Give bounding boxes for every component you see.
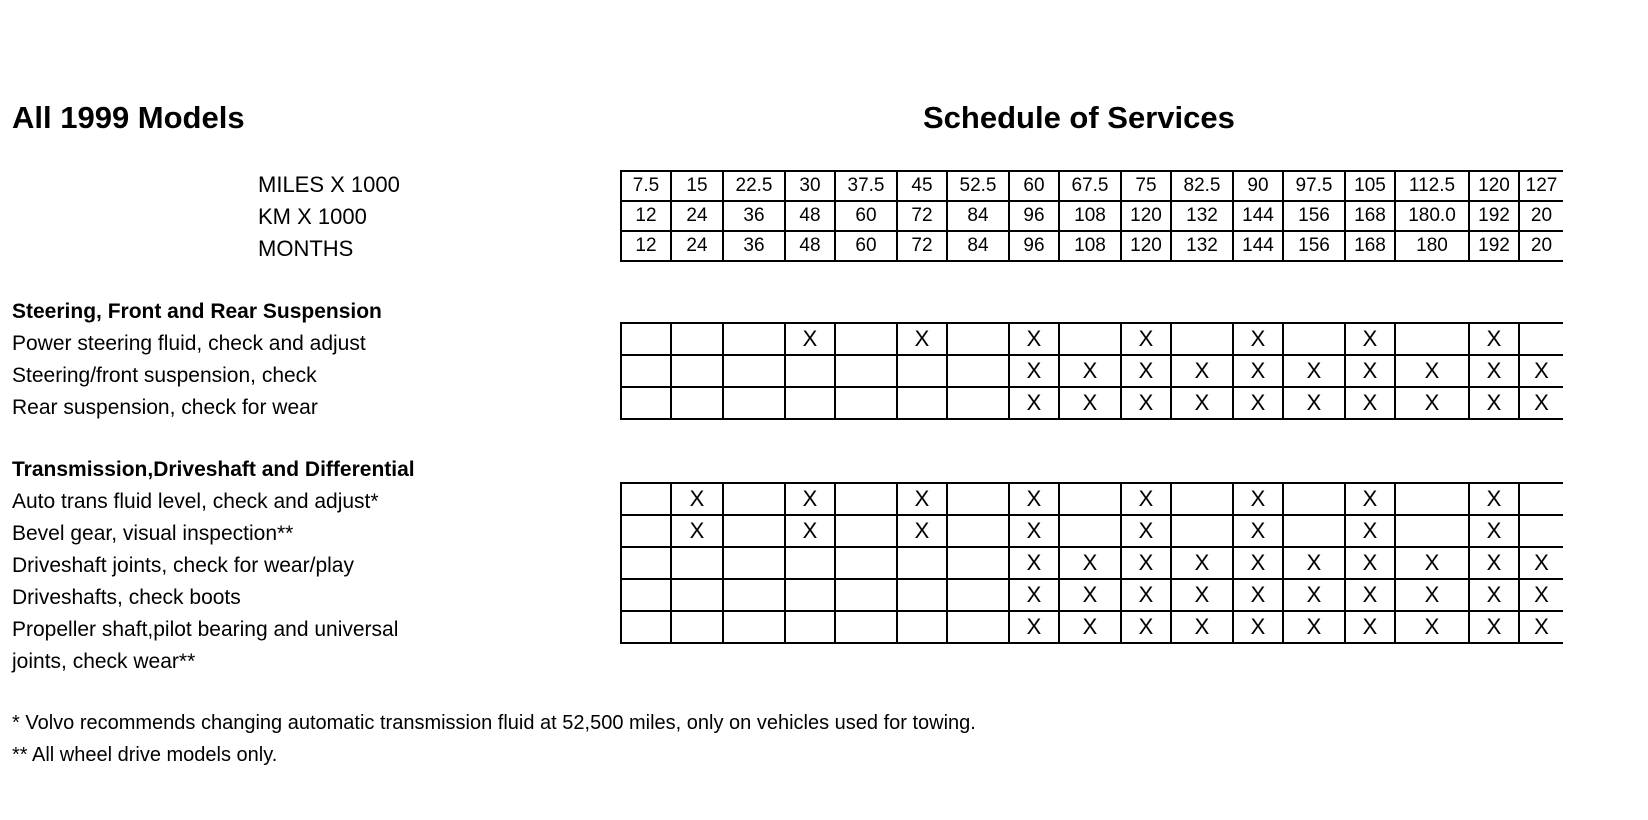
service-cell: X	[1469, 547, 1519, 579]
miles-cell: 30	[785, 171, 835, 201]
service-cell: X	[1171, 387, 1233, 419]
km-cell: 72	[897, 201, 947, 231]
service-cell: X	[1233, 355, 1283, 387]
page-title: All 1999 Models	[12, 100, 245, 135]
service-cell	[897, 611, 947, 643]
miles-cell: 127	[1519, 171, 1563, 201]
miles-cell: 97.5	[1283, 171, 1345, 201]
service-cell: X	[1233, 515, 1283, 547]
service-cell: X	[1171, 579, 1233, 611]
service-cell: X	[1283, 547, 1345, 579]
service-cell	[785, 611, 835, 643]
service-cell	[671, 355, 723, 387]
table-row	[621, 323, 1563, 355]
service-cell	[947, 515, 1009, 547]
service-cell: X	[1171, 355, 1233, 387]
service-cell: X	[1283, 611, 1345, 643]
service-cell	[723, 323, 785, 355]
service-cell: X	[1519, 579, 1563, 611]
footnote-towing: * Volvo recommends changing automatic transmission fluid at 52,500 miles, only on vehicles used for towing.	[12, 712, 976, 734]
service-cell: X	[1395, 387, 1469, 419]
item-label-driveshaft-joints: Driveshaft joints, check for wear/play	[12, 554, 354, 577]
service-cell: X	[1519, 387, 1563, 419]
service-cell: X	[1345, 547, 1395, 579]
miles-cell: 120	[1469, 171, 1519, 201]
service-cell: X	[671, 483, 723, 515]
service-cell	[723, 611, 785, 643]
miles-cell: 60	[1009, 171, 1059, 201]
table-row	[621, 355, 1563, 387]
table-row	[621, 515, 1563, 547]
service-cell	[671, 547, 723, 579]
service-cell: X	[1283, 387, 1345, 419]
service-cell: X	[1469, 483, 1519, 515]
service-cell: X	[1059, 611, 1121, 643]
item-label-rear-suspension: Rear suspension, check for wear	[12, 396, 318, 419]
service-cell	[621, 387, 671, 419]
km-cell: 192	[1469, 201, 1519, 231]
km-cell: 12	[621, 201, 671, 231]
table-row	[621, 547, 1563, 579]
service-cell	[723, 547, 785, 579]
months-cell: 192	[1469, 231, 1519, 261]
service-cell	[947, 323, 1009, 355]
service-cell: X	[1009, 387, 1059, 419]
service-cell	[897, 547, 947, 579]
service-cell	[1519, 483, 1563, 515]
miles-cell: 22.5	[723, 171, 785, 201]
months-row	[621, 231, 1563, 261]
service-cell	[621, 579, 671, 611]
service-cell	[1395, 483, 1469, 515]
service-cell	[835, 611, 897, 643]
miles-cell: 7.5	[621, 171, 671, 201]
service-cell	[723, 515, 785, 547]
service-cell	[897, 387, 947, 419]
miles-cell: 112.5	[1395, 171, 1469, 201]
service-cell	[785, 355, 835, 387]
km-cell: 36	[723, 201, 785, 231]
service-cell: X	[1171, 547, 1233, 579]
item-label-driveshaft-boots: Driveshafts, check boots	[12, 586, 241, 609]
service-cell: X	[1233, 547, 1283, 579]
months-cell: 72	[897, 231, 947, 261]
months-cell: 12	[621, 231, 671, 261]
service-cell	[1519, 515, 1563, 547]
km-cell: 20	[1519, 201, 1563, 231]
months-cell: 48	[785, 231, 835, 261]
miles-row	[621, 171, 1563, 201]
service-cell	[621, 547, 671, 579]
table-row	[621, 611, 1563, 643]
service-cell	[897, 355, 947, 387]
item-label-propeller-shaft-cont: joints, check wear**	[12, 650, 196, 673]
service-cell	[947, 483, 1009, 515]
service-cell: X	[1009, 355, 1059, 387]
service-cell: X	[1121, 515, 1171, 547]
service-cell: X	[1469, 387, 1519, 419]
km-cell: 180.0	[1395, 201, 1469, 231]
miles-cell: 67.5	[1059, 171, 1121, 201]
service-cell	[621, 483, 671, 515]
service-cell: X	[1121, 547, 1171, 579]
service-cell: X	[785, 483, 835, 515]
steering-schedule-table	[620, 322, 1563, 420]
service-cell: X	[897, 323, 947, 355]
table-row	[621, 579, 1563, 611]
service-cell	[785, 547, 835, 579]
item-label-front-suspension: Steering/front suspension, check	[12, 364, 317, 387]
km-row	[621, 201, 1563, 231]
service-cell: X	[1345, 483, 1395, 515]
service-cell: X	[1469, 579, 1519, 611]
service-cell: X	[1009, 323, 1059, 355]
footnote-awd: ** All wheel drive models only.	[12, 744, 278, 766]
service-cell: X	[1469, 611, 1519, 643]
service-cell: X	[785, 323, 835, 355]
service-cell: X	[1519, 355, 1563, 387]
service-cell	[947, 387, 1009, 419]
service-cell	[723, 355, 785, 387]
schedule-title: Schedule of Services	[923, 100, 1235, 135]
service-cell	[835, 323, 897, 355]
service-cell: X	[1009, 515, 1059, 547]
service-cell	[1171, 483, 1233, 515]
km-cell: 84	[947, 201, 1009, 231]
service-cell	[723, 387, 785, 419]
months-cell: 84	[947, 231, 1009, 261]
service-cell: X	[1395, 611, 1469, 643]
service-cell	[671, 579, 723, 611]
service-cell	[723, 483, 785, 515]
service-cell	[947, 547, 1009, 579]
miles-header-label: MILES X 1000	[258, 172, 400, 197]
service-cell	[835, 515, 897, 547]
service-cell: X	[897, 515, 947, 547]
service-cell	[1283, 515, 1345, 547]
service-cell: X	[1233, 611, 1283, 643]
km-cell: 132	[1171, 201, 1233, 231]
service-cell	[671, 611, 723, 643]
km-cell: 144	[1233, 201, 1283, 231]
months-cell: 108	[1059, 231, 1121, 261]
km-cell: 60	[835, 201, 897, 231]
months-cell: 180	[1395, 231, 1469, 261]
service-cell	[1059, 323, 1121, 355]
service-cell: X	[1345, 323, 1395, 355]
service-cell	[671, 323, 723, 355]
service-cell: X	[1283, 355, 1345, 387]
km-cell: 96	[1009, 201, 1059, 231]
service-cell: X	[1121, 387, 1171, 419]
interval-header-table	[620, 170, 1563, 262]
service-cell: X	[1345, 515, 1395, 547]
service-cell	[835, 547, 897, 579]
km-cell: 168	[1345, 201, 1395, 231]
service-cell	[835, 483, 897, 515]
service-cell: X	[1469, 515, 1519, 547]
service-cell: X	[1345, 611, 1395, 643]
months-cell: 156	[1283, 231, 1345, 261]
service-cell: X	[1283, 579, 1345, 611]
service-cell: X	[1009, 483, 1059, 515]
service-cell	[947, 611, 1009, 643]
km-header-label: KM X 1000	[258, 204, 367, 229]
service-cell	[947, 579, 1009, 611]
service-cell	[1059, 515, 1121, 547]
service-cell	[947, 355, 1009, 387]
km-cell: 156	[1283, 201, 1345, 231]
km-cell: 24	[671, 201, 723, 231]
item-label-bevel-gear: Bevel gear, visual inspection**	[12, 522, 294, 545]
service-cell	[723, 579, 785, 611]
service-cell: X	[1009, 547, 1059, 579]
service-cell: X	[1233, 579, 1283, 611]
months-cell: 132	[1171, 231, 1233, 261]
months-cell: 60	[835, 231, 897, 261]
months-cell: 168	[1345, 231, 1395, 261]
service-cell	[1395, 515, 1469, 547]
service-cell: X	[1395, 547, 1469, 579]
miles-cell: 52.5	[947, 171, 1009, 201]
months-header-label: MONTHS	[258, 236, 354, 261]
miles-cell: 45	[897, 171, 947, 201]
service-cell: X	[1121, 611, 1171, 643]
service-cell	[835, 355, 897, 387]
service-cell: X	[1519, 547, 1563, 579]
service-cell	[835, 387, 897, 419]
item-label-power-steering: Power steering fluid, check and adjust	[12, 332, 366, 355]
service-cell	[621, 515, 671, 547]
service-cell	[1519, 323, 1563, 355]
service-cell: X	[1121, 323, 1171, 355]
service-cell: X	[1059, 547, 1121, 579]
months-cell: 36	[723, 231, 785, 261]
service-cell: X	[671, 515, 723, 547]
service-cell: X	[1345, 579, 1395, 611]
service-cell: X	[1345, 355, 1395, 387]
months-cell: 120	[1121, 231, 1171, 261]
service-cell: X	[785, 515, 835, 547]
item-label-auto-trans: Auto trans fluid level, check and adjust*	[12, 490, 379, 513]
section-title-transmission: Transmission,Driveshaft and Differential	[12, 458, 415, 481]
service-cell	[897, 579, 947, 611]
service-cell: X	[1469, 323, 1519, 355]
miles-cell: 90	[1233, 171, 1283, 201]
service-cell: X	[1519, 611, 1563, 643]
service-cell: X	[1345, 387, 1395, 419]
service-cell	[785, 579, 835, 611]
miles-cell: 75	[1121, 171, 1171, 201]
service-cell: X	[1009, 579, 1059, 611]
miles-cell: 82.5	[1171, 171, 1233, 201]
miles-cell: 15	[671, 171, 723, 201]
service-cell: X	[1171, 611, 1233, 643]
service-cell	[835, 579, 897, 611]
service-cell	[1059, 483, 1121, 515]
months-cell: 20	[1519, 231, 1563, 261]
service-cell: X	[1233, 483, 1283, 515]
service-cell: X	[1059, 387, 1121, 419]
miles-cell: 37.5	[835, 171, 897, 201]
months-cell: 24	[671, 231, 723, 261]
service-cell	[621, 355, 671, 387]
service-cell: X	[897, 483, 947, 515]
service-cell	[1171, 323, 1233, 355]
section-title-steering: Steering, Front and Rear Suspension	[12, 300, 382, 323]
table-row	[621, 483, 1563, 515]
km-cell: 120	[1121, 201, 1171, 231]
service-cell: X	[1395, 579, 1469, 611]
service-cell	[1283, 323, 1345, 355]
item-label-propeller-shaft: Propeller shaft,pilot bearing and universal	[12, 618, 399, 641]
km-cell: 48	[785, 201, 835, 231]
service-cell	[785, 387, 835, 419]
service-cell	[1283, 483, 1345, 515]
service-cell	[1395, 323, 1469, 355]
months-cell: 144	[1233, 231, 1283, 261]
service-cell	[621, 611, 671, 643]
service-cell	[621, 323, 671, 355]
service-cell: X	[1121, 483, 1171, 515]
service-cell	[1171, 515, 1233, 547]
service-cell: X	[1233, 323, 1283, 355]
miles-cell: 105	[1345, 171, 1395, 201]
service-cell: X	[1059, 579, 1121, 611]
service-cell: X	[1121, 579, 1171, 611]
service-cell: X	[1469, 355, 1519, 387]
table-row	[621, 387, 1563, 419]
service-cell: X	[1395, 355, 1469, 387]
service-cell: X	[1233, 387, 1283, 419]
service-cell: X	[1121, 355, 1171, 387]
service-cell	[671, 387, 723, 419]
km-cell: 108	[1059, 201, 1121, 231]
service-cell: X	[1009, 611, 1059, 643]
months-cell: 96	[1009, 231, 1059, 261]
transmission-schedule-table	[620, 482, 1563, 644]
service-cell: X	[1059, 355, 1121, 387]
